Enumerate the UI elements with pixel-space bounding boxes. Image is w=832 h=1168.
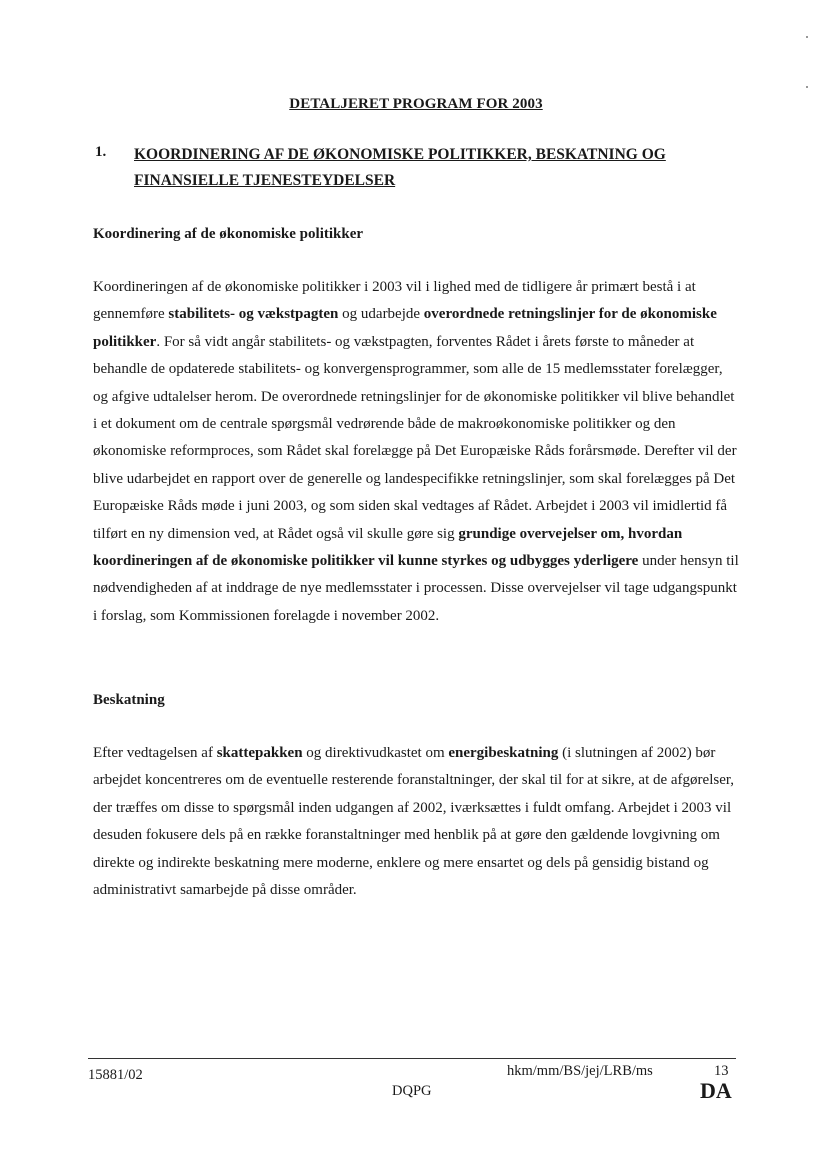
subsection-heading-taxation: Beskatning — [93, 692, 165, 708]
footer-page-number: 13 — [714, 1063, 729, 1079]
text-run: under hensyn til nødvendigheden af at inddrage de nye medlemsstater i processen. Disse overvejelser vil tage udgangspunkt i forslag, som Kommissionen forelagde i november 2002. — [93, 553, 739, 624]
text-run: Efter vedtagelsen af — [93, 745, 217, 761]
scan-speck — [806, 86, 808, 88]
footer-initials: hkm/mm/BS/jej/LRB/ms — [507, 1063, 653, 1079]
bold-text-run: grundige overvejelser om, hvordan koordineringen af de økonomiske politikker vil kunne styrkes og udbygges yderligere — [93, 525, 683, 570]
text-run: Koordineringen af de økonomiske politikker i 2003 vil i lighed med de tidligere år primært bestå i at gennemføre — [93, 279, 696, 323]
text-run: og udarbejde — [338, 306, 424, 323]
bold-text-run: skattepakken — [216, 745, 303, 761]
text-run: . For så vidt angår stabilitets- og vækstpagten, forventes Rådet i årets første to måneder at behandle de opdaterede stabilitets- og konvergensprogrammer, som alle de 15 medlemsstater forelægger, og afgive udtalelser herom. De overordnede retningslinjer for de økonomiske politikker vil blive behandlet i et dokument om de centrale spørgsmål vedrørende både de makroøkonomiske politikker og den økonomiske reformproces, som Rådet skal forelægge på Det Europæiske Råds forårsmøde. Derefter vil der blive udarbejdet en rapport over de generelle og landespecifikke retningslinjer, som skal forelægges på Det Europæiske Råds møde i juni 2003, og som siden skal vedtages af Rådet. Arbejdet i 2003 vil imidlertid få tilført en ny dimension ved, at Rådet også vil skulle gøre sig — [93, 333, 737, 542]
subsection-heading-coordination: Koordinering af de økonomiske politikker — [93, 226, 364, 242]
bold-text-run: energibeskatning — [448, 745, 559, 761]
bold-text-run: stabilitets- og vækstpagten — [168, 306, 339, 323]
section-heading: KOORDINERING AF DE ØKONOMISKE POLITIKKER, BESKATNING OG FINANSIELLE TJENESTEYDELSER — [134, 146, 666, 189]
scan-speck — [806, 36, 808, 38]
footer-divider — [88, 1058, 736, 1059]
footer-department: DQPG — [392, 1083, 432, 1099]
text-run: og direktivudkastet om — [302, 745, 449, 761]
footer-doc-number: 15881/02 — [88, 1067, 143, 1083]
bold-text-run: overordnede retningslinjer for de økonomiske politikker — [93, 306, 717, 350]
paragraph-coordination — [93, 274, 741, 630]
page-title: DETALJERET PROGRAM FOR 2003 — [289, 96, 543, 112]
footer-language-code: DA — [700, 1078, 732, 1103]
section-number: 1. — [95, 144, 107, 160]
paragraph-taxation — [93, 740, 741, 904]
text-run: (i slutningen af 2002) bør arbejdet koncentreres om de eventuelle resterende foranstaltninger, der skal til for at sikre, at de afgørelser, der træffes om disse to spørgsmål inden udgangen af 2002, iværksættes i fuldt omfang. Arbejdet i 2003 vil desuden fokusere dels på en række foranstaltninger med henblik på at gøre den gældende lovgivning om direkte og indirekte beskatning mere moderne, enklere og mere ensartet og dels på gensidig bistand og administrativt samarbejde på disse områder. — [93, 745, 735, 899]
